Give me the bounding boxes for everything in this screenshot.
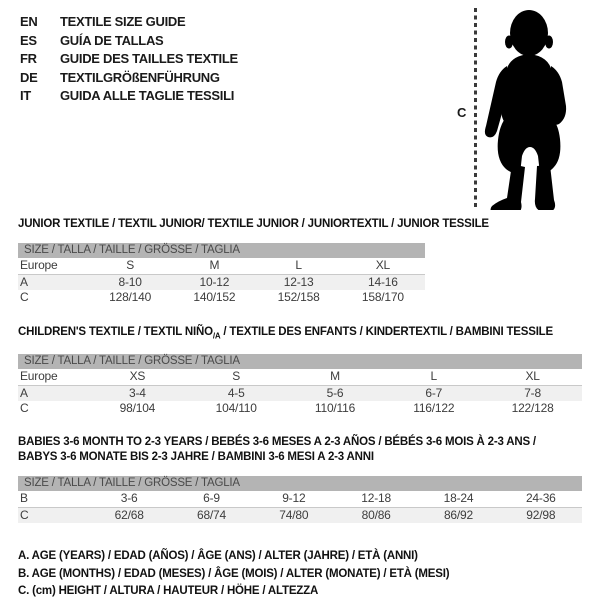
row-label: C bbox=[20, 290, 29, 304]
cell: 6-7 bbox=[425, 386, 443, 401]
cell: 3-4 bbox=[129, 386, 146, 401]
language-code: DE bbox=[20, 69, 38, 85]
cell: L bbox=[430, 369, 438, 384]
table-title-junior: JUNIOR TEXTILE / TEXTIL JUNIOR/ TEXTILE JUNIOR / JUNIORTEXTIL / JUNIOR TESSILE bbox=[18, 218, 489, 230]
language-code: FR bbox=[20, 51, 37, 66]
language-list bbox=[20, 13, 238, 106]
language-label: TEXTILGRÖßENFÜHRUNG bbox=[60, 69, 220, 85]
cell: 158/170 bbox=[361, 290, 404, 304]
cell: L bbox=[295, 258, 302, 272]
title-line: BABIES 3-6 MONTH TO 2-3 YEARS / BEBÉS 3-6 MESES A 2-3 AÑOS / BÉBÉS 3-6 MOIS À 2-3 ANS / bbox=[18, 436, 536, 449]
cell: 98/104 bbox=[119, 401, 156, 416]
cell: 122/128 bbox=[511, 401, 554, 416]
table-row-age-months bbox=[18, 491, 582, 507]
table-row-height bbox=[18, 401, 582, 417]
table-row-age bbox=[18, 385, 582, 401]
cell: 86/92 bbox=[443, 508, 473, 523]
language-code: IT bbox=[20, 88, 31, 103]
cell: 152/158 bbox=[277, 290, 320, 304]
cell: 8-10 bbox=[118, 275, 142, 289]
table-row-europe bbox=[18, 258, 425, 274]
language-row-es bbox=[20, 32, 238, 51]
cell: 92/98 bbox=[526, 508, 556, 523]
cell: S bbox=[126, 258, 135, 272]
row-label: A bbox=[20, 386, 28, 401]
cell: 14-16 bbox=[368, 275, 398, 289]
size-table-junior bbox=[18, 243, 425, 306]
cell: 5-6 bbox=[326, 386, 344, 401]
cell: 7-8 bbox=[524, 386, 541, 401]
size-table-babies bbox=[18, 476, 582, 523]
row-label: C bbox=[20, 508, 29, 523]
title-subscript: /A bbox=[212, 331, 221, 341]
table-row-height bbox=[18, 290, 425, 306]
table-title-babies bbox=[18, 435, 582, 465]
cell: M bbox=[209, 258, 220, 272]
cell: XL bbox=[375, 258, 391, 272]
cell: 128/140 bbox=[109, 290, 152, 304]
row-label: A bbox=[20, 275, 28, 289]
cell: 6-9 bbox=[203, 491, 220, 506]
footnote-b: B. AGE (MONTHS) / EDAD (MESES) / ÂGE (MOIS) / ALTER (MONATE) / ETÀ (MESI) bbox=[18, 567, 450, 580]
language-row-en bbox=[20, 13, 238, 32]
cell: 68/74 bbox=[196, 508, 226, 523]
table-row-europe bbox=[18, 369, 582, 385]
cell: 4-5 bbox=[227, 386, 245, 401]
cell: M bbox=[330, 369, 340, 384]
cell: 74/80 bbox=[279, 508, 309, 523]
title-part: CHILDREN'S TEXTILE / TEXTIL NIÑO bbox=[18, 326, 213, 338]
cell: S bbox=[232, 369, 241, 384]
cell: 140/152 bbox=[193, 290, 236, 304]
row-label: Europe bbox=[20, 369, 58, 384]
cell: 12-13 bbox=[283, 275, 314, 289]
row-label: B bbox=[20, 491, 28, 506]
cell: XS bbox=[129, 369, 146, 384]
language-label: GUIDE DES TAILLES TEXTILE bbox=[60, 51, 238, 66]
cell: 116/122 bbox=[413, 401, 455, 416]
title-line: BABYS 3-6 MONATE BIS 2-3 JAHRE / BAMBINI 3-6 MESI A 2-3 ANNI bbox=[18, 451, 374, 464]
cell: XL bbox=[525, 369, 540, 384]
size-guide-tables bbox=[18, 217, 582, 601]
cell: 80/86 bbox=[361, 508, 391, 523]
cell: 9-12 bbox=[282, 491, 306, 506]
language-row-fr bbox=[20, 50, 238, 69]
height-label-c: C bbox=[457, 105, 467, 120]
language-row-de bbox=[20, 69, 238, 88]
language-row-it bbox=[20, 87, 238, 106]
cell: 62/68 bbox=[114, 508, 144, 523]
language-label: TEXTILE SIZE GUIDE bbox=[60, 14, 186, 29]
toddler-silhouette bbox=[479, 6, 579, 210]
footnote-a: A. AGE (YEARS) / EDAD (AÑOS) / ÂGE (ANS) / ALTER (JAHRE) / ETÀ (ANNI) bbox=[18, 550, 418, 563]
language-label: GUÍA DE TALLAS bbox=[60, 32, 164, 48]
language-code: ES bbox=[20, 32, 37, 48]
table-row-height bbox=[18, 507, 582, 523]
language-code: EN bbox=[20, 14, 38, 29]
table-title-children bbox=[18, 325, 582, 343]
cell: 110/116 bbox=[314, 401, 356, 416]
cell: 12-18 bbox=[361, 491, 391, 506]
cell: 104/110 bbox=[215, 401, 257, 416]
row-label: Europe bbox=[20, 258, 58, 272]
language-label: GUIDA ALLE TAGLIE TESSILI bbox=[60, 88, 235, 103]
table-row-age bbox=[18, 274, 425, 290]
footnote-c: C. (cm) HEIGHT / ALTURA / HAUTEUR / HÖHE / ALTEZZA bbox=[18, 585, 319, 598]
title-part: / TEXTILE DES ENFANTS / KINDERTEXTIL / BAMBINI TESSILE bbox=[220, 326, 553, 338]
table-header-bar: SIZE / TALLA / TAILLE / GRÖSSE / TAGLIA bbox=[18, 476, 582, 491]
table-header-bar: SIZE / TALLA / TAILLE / GRÖSSE / TAGLIA bbox=[18, 354, 582, 369]
row-label: C bbox=[20, 401, 29, 416]
footnotes bbox=[18, 548, 582, 601]
cell: 24-36 bbox=[525, 491, 556, 506]
size-table-children bbox=[18, 354, 582, 417]
header-area bbox=[0, 0, 600, 214]
cell: 18-24 bbox=[443, 491, 474, 506]
cell: 3-6 bbox=[120, 491, 138, 506]
table-header-bar: SIZE / TALLA / TAILLE / GRÖSSE / TAGLIA bbox=[18, 243, 425, 258]
cell: 10-12 bbox=[199, 275, 230, 289]
height-dashed-line bbox=[474, 8, 477, 208]
